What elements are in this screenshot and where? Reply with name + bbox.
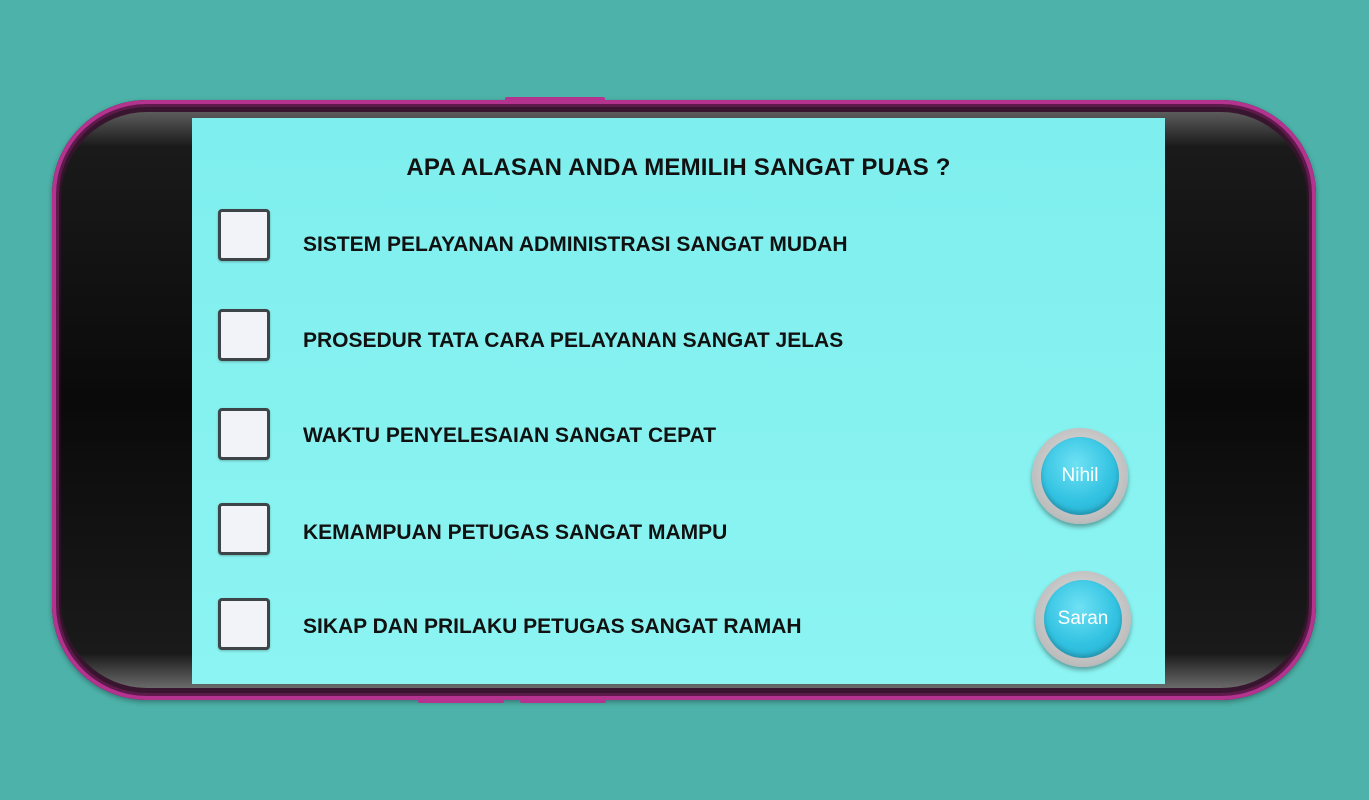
- question-title: APA ALASAN ANDA MEMILIH SANGAT PUAS ?: [406, 154, 951, 181]
- nihil-button-label: Nihil: [1041, 437, 1119, 515]
- nihil-button[interactable]: [1032, 428, 1128, 524]
- app-screen: [192, 118, 1165, 684]
- option-checkbox[interactable]: [218, 408, 270, 460]
- option-label: WAKTU PENYELESAIAN SANGAT CEPAT: [303, 424, 717, 447]
- option-row[interactable]: [218, 309, 1038, 369]
- option-row[interactable]: [218, 598, 1038, 658]
- option-checkbox[interactable]: [218, 503, 270, 555]
- option-checkbox[interactable]: [218, 309, 270, 361]
- option-checkbox[interactable]: [218, 209, 270, 261]
- option-row[interactable]: [218, 503, 1038, 563]
- phone-bottom-button-left: [418, 699, 504, 703]
- option-label: KEMAMPUAN PETUGAS SANGAT MAMPU: [303, 521, 728, 544]
- option-label: SISTEM PELAYANAN ADMINISTRASI SANGAT MUDAH: [303, 233, 848, 256]
- saran-button-label: Saran: [1044, 580, 1122, 658]
- phone-bottom-button-right: [520, 699, 606, 703]
- option-label: SIKAP DAN PRILAKU PETUGAS SANGAT RAMAH: [303, 615, 802, 638]
- saran-button[interactable]: [1035, 571, 1131, 667]
- option-label: PROSEDUR TATA CARA PELAYANAN SANGAT JELAS: [303, 329, 844, 352]
- option-row[interactable]: [218, 408, 1038, 468]
- option-row[interactable]: [218, 209, 1038, 269]
- phone-top-button: [505, 97, 605, 101]
- option-checkbox[interactable]: [218, 598, 270, 650]
